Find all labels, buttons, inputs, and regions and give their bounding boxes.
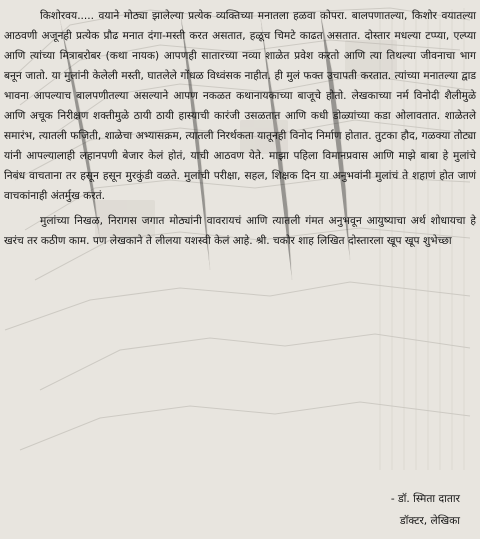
signature-name: - डॉ. स्मिता दातार (390, 493, 460, 505)
paragraph-1-text: वयाने मोठ्या झालेल्या प्रत्येक व्यक्तिच्या मनातला हळवा कोपरा. बालपणातल्या, किशोर वयातल्या आठवणी अजूनही प्रत्येक प्रौढ मनात दंगा-मस्ती करत असतात, हळूच चिमटे काढत असतात. दोस्तार मधल्या टप्प्या, एल्प्या आणि त्यांच्या मित्राबरोबर (कथा नायक) आपणही सातारच्या नव्या शाळेत प्रवेश करतो आणि त्या तिथल्या जीवनाचा भाग बनून जातो. या मुलांनी केलेली मस्ती, घातलेले गोंधळ विध्वंसक नाहीत. ही मुलं फक्त उचापती करतात. त्यांच्या मनातल्या द्वाड भावना आपल्याच बालपणीतल्या असल्याने आपण नकळत कथानायकाच्या बाजूचे होतो. लेखकाच्या नर्म विनोदी शैलीमुळे आणि अचूक निरीक्षण शक्तीमुळे ठायी ठायी हास्याची कारंजी उसळतात आणि कधी डोळ्यांच्या कडा ओलावतात. शाळेतले समारंभ, त्यातली फजिती, शाळेचा अभ्यासक्रम, त्यातली निरर्थकता यातूनही विनोद निर्माण होतात. तुटका हौद, गळक्या तोट्या यांनी आपल्यालाही लहानपणी बेजार केलं होतं, याची आठवण येते. माझा पहिला विमानप्रवास आणि माझे बाबा हे मुलांचे निबंध वाचताना तर हसून हसून मुरकुंडी वळते. मुलांची परीक्षा, सहल, शिक्षक दिन या अनुभवांनी मुलांचं ते शहाणं होत जाणं वाचकांनाही अंतर्मुख करतं. (4, 10, 477, 202)
paragraph-1-lead: किशोरवय..... (40, 10, 95, 22)
paragraph-1 (4, 6, 476, 206)
paragraph-2 (4, 211, 476, 251)
signature-role: डॉक्टर, लेखिका (399, 515, 460, 527)
paragraph-2-text: मुलांच्या निखळ, निरागस जगात मोठ्यांनी वावरायचं आणि त्यातली गंमत अनुभवून आयुष्याचा अर्थ शोधायचा हे खरंच तर कठीण काम. पण लेखकाने ते लीलया यशस्वी केलं आहे. श्री. चकोर शाह लिखित दोस्तारला खूप खूप शुभेच्छा (4, 215, 476, 247)
signature-block (391, 488, 460, 532)
article-body (4, 6, 476, 251)
